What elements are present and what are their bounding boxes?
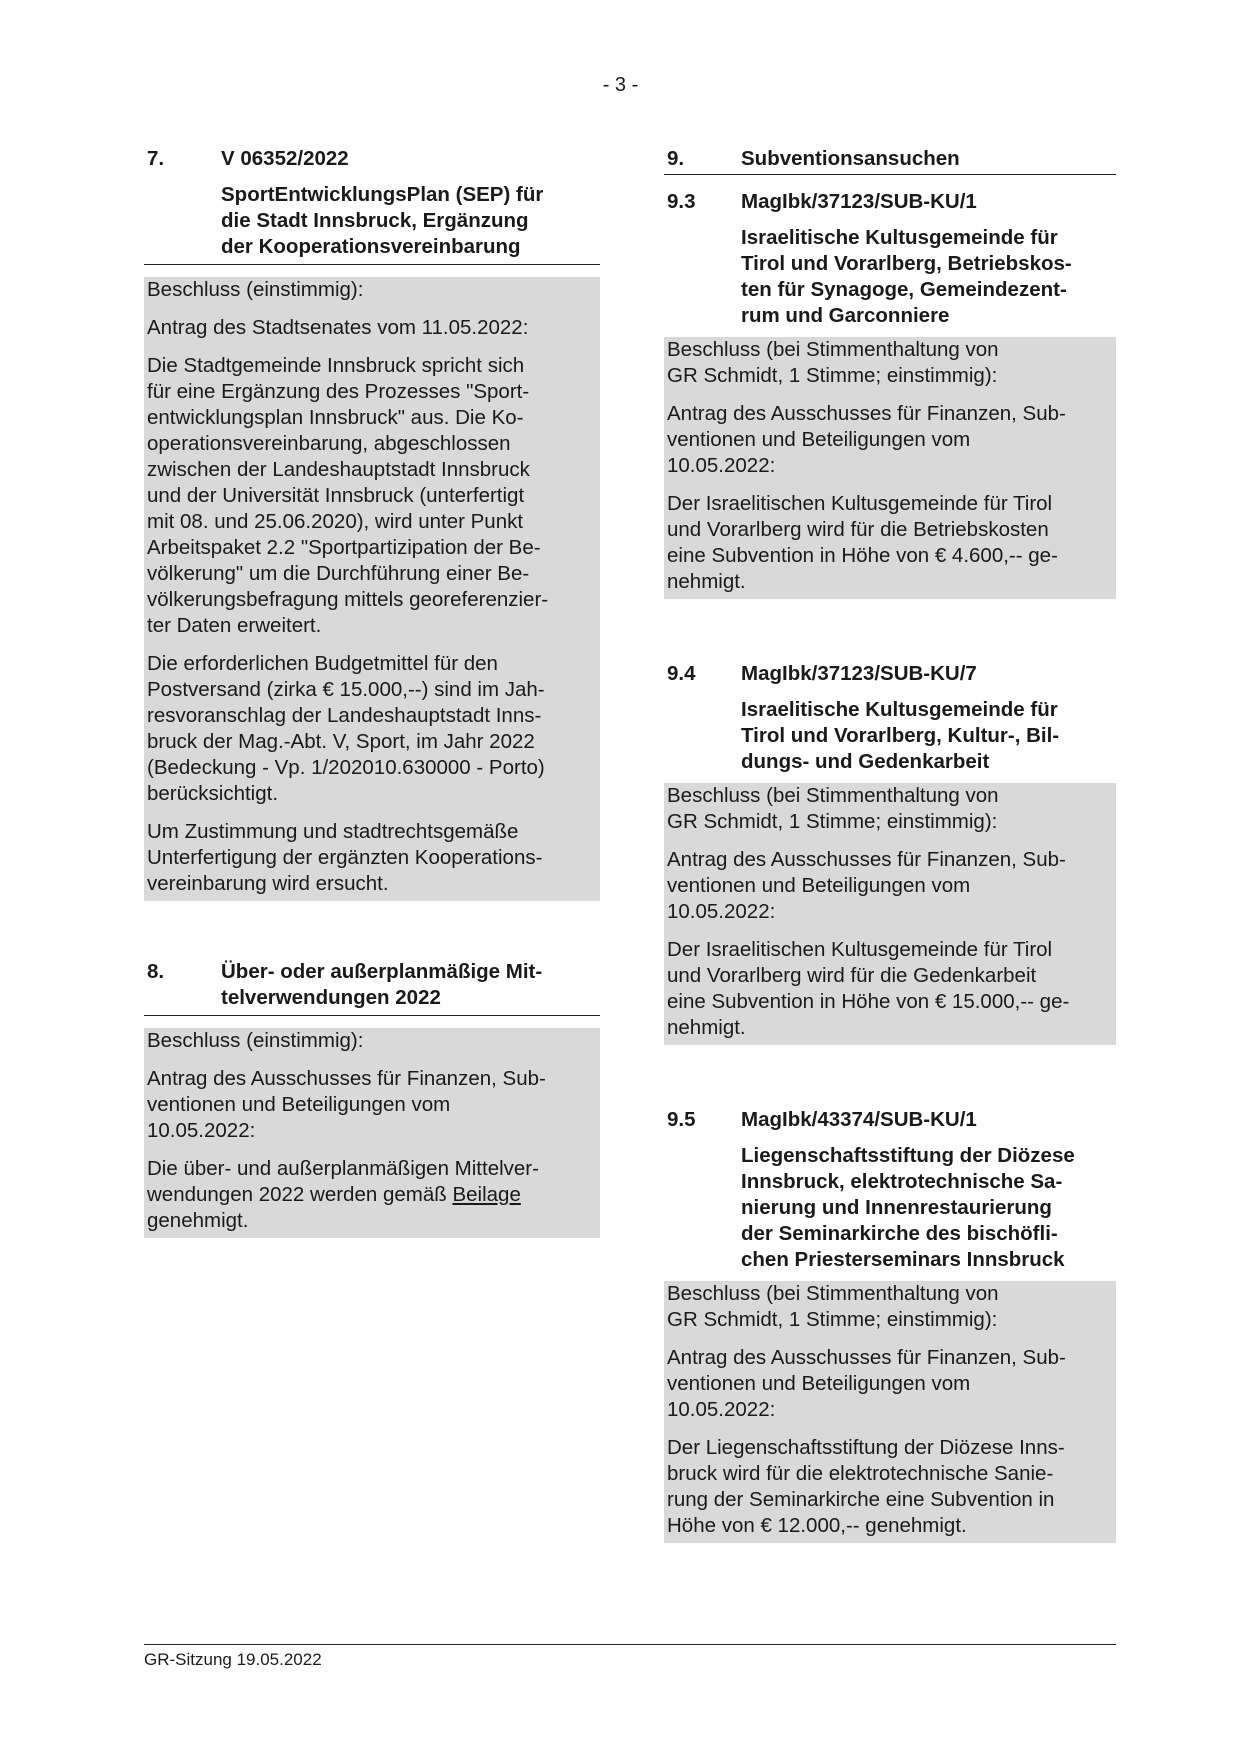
page-footer: [144, 1644, 1116, 1670]
page-number: - 3 -: [602, 74, 639, 96]
item-title: Über- oder außerplanmäßige Mit- telverwendungen 2022: [221, 960, 543, 1009]
item-8-heading: [144, 959, 600, 1016]
item-reference: V 06352/2022: [221, 147, 349, 170]
decision-text: Die Stadtgemeinde Innsbruck spricht sich für eine Ergänzung des Prozesses "Sport- entwicklungsplan Innsbruck" aus. Die Ko- operationsvereinbarung, abgeschlossen zwischen der Landeshauptstadt Innsbruck und der Universität Innsbruck (unterfertigt mit 08. und 25.06.2020), wird unter Punkt Arbeitspaket 2.2 "Sportpartizipation der Be- völkerung" um die Durchführung einer Be- völkerungsbefragung mittels georeferenzier- ter Daten erweitert.: [147, 354, 549, 637]
item-number: 7.: [147, 147, 165, 170]
item-number: 9.3: [667, 190, 696, 213]
decision-text: Der Israelitischen Kultusgemeinde für Tirol und Vorarlberg wird für die Betriebskosten eine Subvention in Höhe von € 4.600,-- ge- nehmigt.: [667, 492, 1058, 593]
section-title: Subventionsansuchen: [741, 147, 960, 170]
resolution-text: Beschluss (bei Stimmenthaltung von GR Schmidt, 1 Stimme; einstimmig):: [667, 338, 999, 387]
item-number: 8.: [147, 960, 165, 983]
item-reference: MagIbk/37123/SUB-KU/7: [741, 662, 977, 685]
resolution-text: Beschluss (bei Stimmenthaltung von GR Schmidt, 1 Stimme; einstimmig):: [667, 784, 999, 833]
motion-text: Antrag des Ausschusses für Finanzen, Sub- ventionen und Beteiligungen vom 10.05.2022:: [667, 848, 1066, 923]
section-9-heading: [664, 146, 1116, 175]
title-line: SportEntwicklungsPlan (SEP) für: [221, 183, 544, 206]
attachment-link[interactable]: Beilage: [452, 1183, 521, 1206]
item-9-3-heading: [664, 189, 1116, 329]
budget-text: Die erforderlichen Budgetmittel für den Postversand (zirka € 15.000,--) sind im Jah- resvoranschlag der Landeshauptstadt Inns- bruck der Mag.-Abt. V, Sport, im Jahr 2022 (Bedeckung - Vp. 1/202010.630000 - Porto) berücksichtigt.: [147, 652, 545, 805]
decision-text: Der Liegenschaftsstiftung der Diözese Inns- bruck wird für die elektrotechnische Sanie- rung der Seminarkirche eine Subvention in Höhe von € 12.000,-- genehmigt.: [667, 1436, 1065, 1537]
item-9-5-resolution-box: [664, 1281, 1116, 1543]
motion-text: Antrag des Ausschusses für Finanzen, Sub- ventionen und Beteiligungen vom 10.05.2022:: [147, 1067, 546, 1142]
item-9-4-heading: [664, 661, 1116, 775]
resolution-text: Beschluss (bei Stimmenthaltung von GR Schmidt, 1 Stimme; einstimmig):: [667, 1282, 999, 1331]
right-column: [664, 146, 1116, 1543]
item-title: [147, 182, 597, 260]
item-title: Israelitische Kultusgemeinde für Tirol und Vorarlberg, Kultur-, Bil- dungs- und Gedenkarbeit: [741, 698, 1060, 773]
motion-text: Antrag des Ausschusses für Finanzen, Sub- ventionen und Beteiligungen vom 10.05.2022:: [667, 1346, 1066, 1421]
item-9-5-heading: [664, 1107, 1116, 1273]
item-reference: MagIbk/37123/SUB-KU/1: [741, 190, 977, 213]
item-number: 9.4: [667, 662, 696, 685]
resolution-text: Beschluss (einstimmig):: [147, 278, 364, 301]
request-text: Um Zustimmung und stadtrechtsgemäße Unterfertigung der ergänzten Kooperations- vereinbarung wird ersucht.: [147, 820, 543, 895]
item-number: 9.5: [667, 1108, 696, 1131]
item-7-resolution-box: [144, 277, 600, 901]
title-line: der Kooperationsvereinbarung: [221, 235, 521, 258]
motion-text: Antrag des Stadtsenates vom 11.05.2022:: [147, 316, 529, 339]
footer-text: GR-Sitzung 19.05.2022: [144, 1650, 322, 1669]
item-7-heading: [144, 146, 600, 265]
item-reference: MagIbk/43374/SUB-KU/1: [741, 1108, 977, 1131]
item-9-3-resolution-box: [664, 337, 1116, 599]
left-column: [144, 146, 600, 1238]
motion-text: Antrag des Ausschusses für Finanzen, Sub- ventionen und Beteiligungen vom 10.05.2022:: [667, 402, 1066, 477]
item-8-resolution-box: [144, 1028, 600, 1238]
decision-text: Der Israelitischen Kultusgemeinde für Tirol und Vorarlberg wird für die Gedenkarbeit eine Subvention in Höhe von € 15.000,-- ge- nehmigt.: [667, 938, 1070, 1039]
resolution-text: Beschluss (einstimmig):: [147, 1029, 364, 1052]
section-number: 9.: [667, 147, 685, 170]
title-line: die Stadt Innsbruck, Ergänzung: [221, 209, 529, 232]
decision-text: Die über- und außerplanmäßigen Mittelver- wendungen 2022 werden gemäß Beilage genehmigt.: [147, 1157, 539, 1232]
item-title: Liegenschaftsstiftung der Diözese Innsbruck, elektrotechnische Sa- nierung und Innenrestaurierung der Seminarkirche des bischöfli- chen Priesterseminars Innsbruck: [741, 1144, 1075, 1271]
item-9-4-resolution-box: [664, 783, 1116, 1045]
item-title: Israelitische Kultusgemeinde für Tirol und Vorarlberg, Betriebskos- ten für Synagoge, Gemeindezent- rum und Garconniere: [741, 226, 1072, 327]
